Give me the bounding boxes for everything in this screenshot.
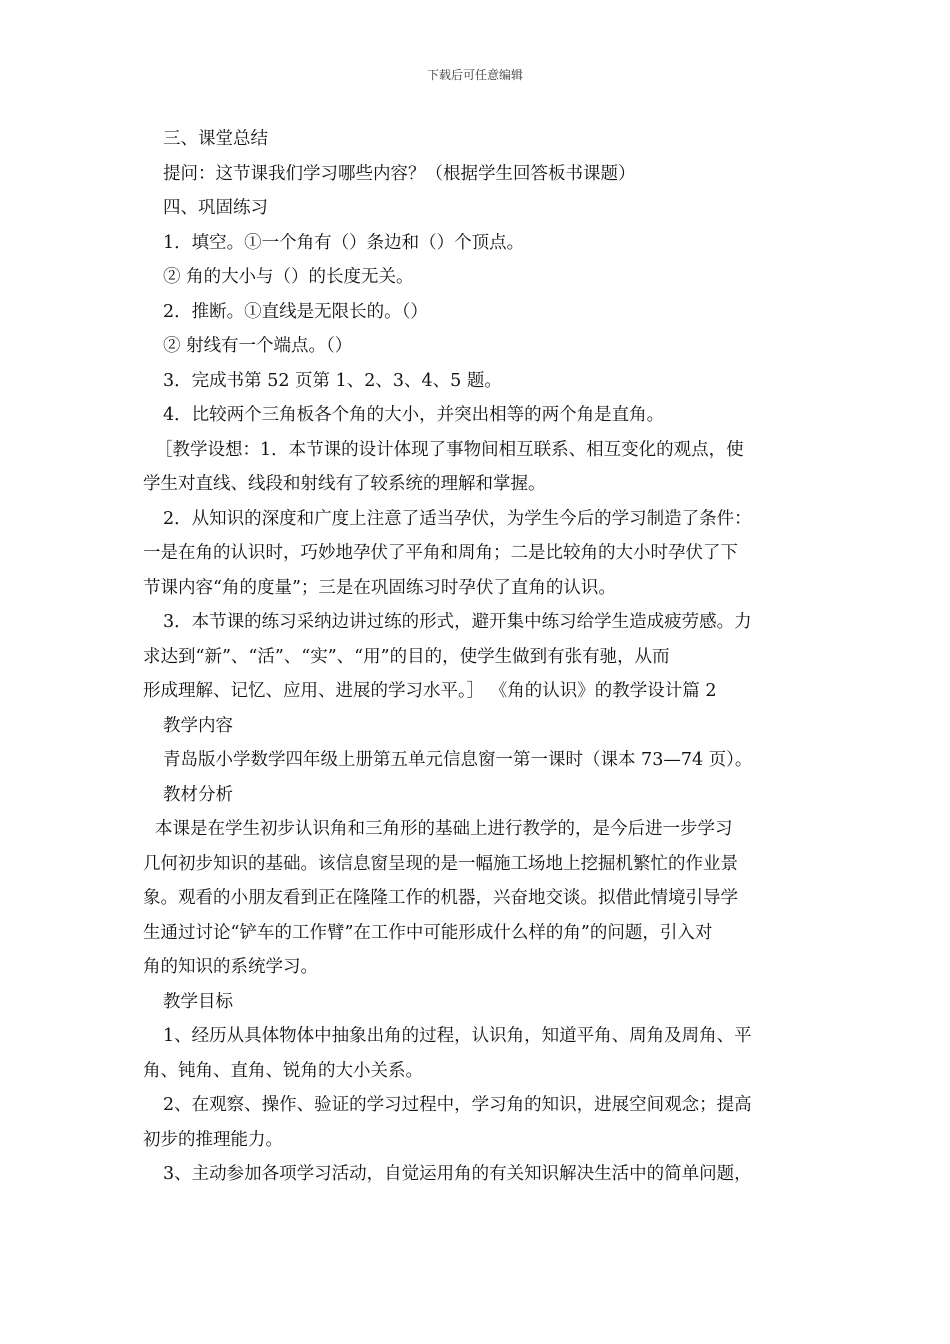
paragraph-line: 2．从知识的深度和广度上注意了适当孕伏，为学生今后的学习制造了条件： [163,508,752,529]
paragraph: 提问：这节课我们学习哪些内容？（根据学生回答板书课题） [163,163,636,184]
paragraph-line: 学生对直线、线段和射线有了较系统的理解和掌握。 [143,474,546,494]
paragraph-line: 求达到“新”、“活”、“实”、“用”的目的，使学生做到有张有驰，从而 [143,646,670,667]
exercise-item: 3．完成书第 52 页第 1、2、3、4、5 题。 [163,370,502,391]
paragraph-line: 节课内容“角的度量”；三是在巩固练习时孕伏了直角的认识。 [143,577,616,598]
document-body [143,122,811,1192]
exercise-item: 1．填空。①一个角有（）条边和（）个顶点。 [163,232,525,253]
paragraph-line: 象。观看的小朋友看到正在隆隆工作的机器，兴奋地交谈。拟借此情境引导学 [143,888,738,908]
page-header: 下载后可任意编辑 [426,68,523,82]
paragraph-line: 角的知识的系统学习。 [143,957,318,977]
paragraph-line: 形成理解、记忆、应用、进展的学习水平。］ 《角的认识》的教学设计篇 2 [143,681,717,701]
paragraph-line: 生通过讨论“铲车的工作臂”在工作中可能形成什么样的角”的问题，引入对 [143,922,713,943]
exercise-item: ② 射线有一个端点。（） [163,336,353,356]
paragraph-line: 初步的推理能力。 [143,1129,283,1150]
section-heading: 教材分析 [163,784,233,805]
paragraph-line: 3．本节课的练习采纳边讲过练的形式，避开集中练习给学生造成疲劳感。力 [163,612,752,632]
paragraph-line: 一是在角的认识时，巧妙地孕伏了平角和周角；二是比较角的大小时孕伏了下 [143,543,738,563]
paragraph-line: ［教学设想：1．本节课的设计体现了事物间相互联系、相互变化的观点，使 [155,439,744,460]
section-heading: 教学内容 [163,715,233,736]
section-heading: 教学目标 [163,991,233,1012]
paragraph-line: 角、钝角、直角、锐角的大小关系。 [143,1060,423,1081]
section-heading: 四、巩固练习 [163,198,268,218]
paragraph-line: 1、经历从具体物体中抽象出角的过程，认识角，知道平角、周角及周角、平 [163,1026,752,1046]
section-heading: 三、课堂总结 [163,129,268,149]
paragraph-line: 3、主动参加各项学习活动，自觉运用角的有关知识解决生活中的简单问题， [163,1164,752,1184]
paragraph-line: 本课是在学生初步认识角和三角形的基础上进行教学的，是今后进一步学习 [155,819,733,839]
paragraph-line: 几何初步知识的基础。该信息窗呈现的是一幅施工场地上挖掘机繁忙的作业景 [143,853,738,874]
exercise-item: 2．推断。①直线是无限长的。（） [163,301,428,322]
paragraph-line: 2、在观察、操作、验证的学习过程中，学习角的知识，进展空间观念；提高 [163,1095,752,1115]
exercise-item: ② 角的大小与（）的长度无关。 [163,267,414,287]
exercise-item: 4．比较两个三角板各个角的大小，并突出相等的两个角是直角。 [163,405,665,425]
paragraph-line: 青岛版小学数学四年级上册第五单元信息窗一第一课时（课本 73—74 页）。 [163,750,753,770]
